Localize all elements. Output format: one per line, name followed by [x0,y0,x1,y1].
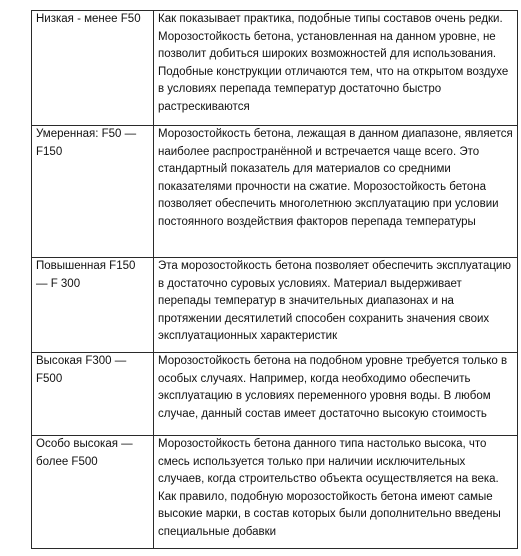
description-cell: Морозостойкость бетона, лежащая в данном диапазоне, является наиболее распространённой и встречается чаще всего. Это стандартный показатель для материалов со средними показателями прочности на сжатие. Морозостойкость бетона позволяет обеспечить многолетнюю эксплуатацию при условии постоянного воздействия факторов перепада температуры [154,126,518,258]
description-cell: Морозостойкость бетона данного типа настолько высока, что смесь используется только при наличии исключительных случаев, когда строительство объекта осуществляется на века. Как правило, подобную морозостойкость бетона имеют самые высокие марки, в состав которых были дополнительно введены специальные добавки [154,436,518,549]
table-row [32,126,518,258]
table-row [32,436,518,549]
description-cell: Эта морозостойкость бетона позволяет обеспечить эксплуатацию в достаточно суровых условиях. Материал выдерживает перепады температур в значительных диапазонах и на протяжении десятилетий способен сохранить значения своих эксплуатационных характеристик [154,258,518,353]
table-row [32,258,518,353]
frost-resistance-table-container [31,10,513,549]
category-cell: Особо высокая — более F500 [32,436,154,549]
category-cell: Повышенная F150 — F 300 [32,258,154,353]
table-row [32,11,518,126]
category-cell: Высокая F300 — F500 [32,353,154,436]
description-cell: Морозостойкость бетона на подобном уровне требуется только в особых случаях. Например, когда необходимо обеспечить эксплуатацию в условиях переменного уровня воды. В любом случае, данный состав имеет достаточно высокую стоимость [154,353,518,436]
category-cell: Низкая - менее F50 [32,11,154,126]
table-row [32,353,518,436]
category-cell: Умеренная: F50 — F150 [32,126,154,258]
frost-resistance-table [31,10,518,549]
description-cell: Как показывает практика, подобные типы составов очень редки. Морозостойкость бетона, установленная на данном уровне, не позволит добиться широких возможностей для использования. Подобные конструкции отличаются тем, что на открытом воздухе в условиях перепада температур достаточно быстро растрескиваются [154,11,518,126]
